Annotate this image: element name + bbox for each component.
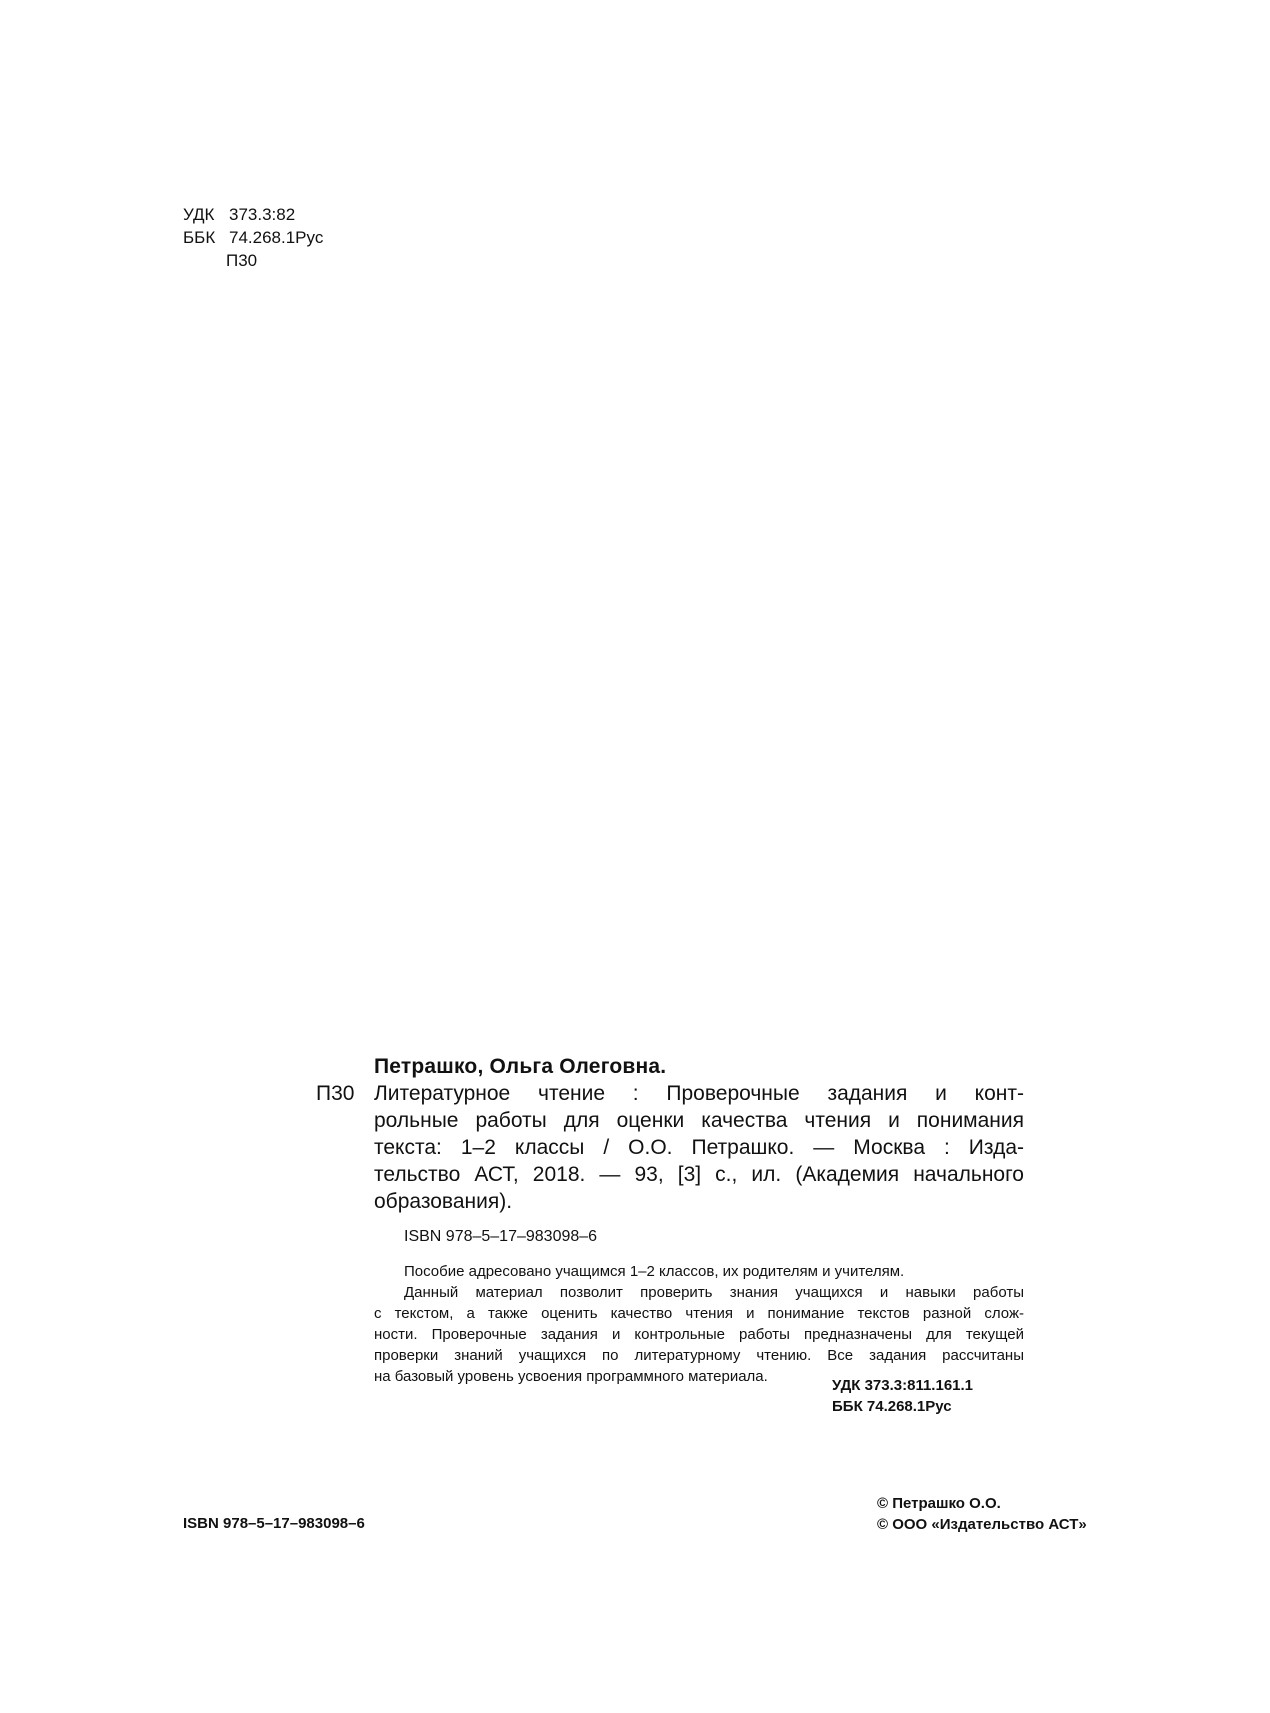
bbk-line	[183, 226, 323, 249]
title-description	[374, 1080, 1024, 1215]
annotation-line: Данный материал позволит проверить знания учащихся и навыки работы	[404, 1284, 1024, 1301]
cutter-code: П30	[316, 1082, 355, 1105]
udk-bottom: УДК 373.3:811.161.1	[832, 1377, 974, 1394]
bibliographic-record	[316, 1053, 1024, 1387]
copyright-publisher: © ООО «Издательство АСТ»	[877, 1516, 1087, 1533]
top-classification-block	[183, 203, 323, 272]
copyright-block	[877, 1493, 1087, 1535]
cutter-code-top: П30	[226, 251, 258, 270]
description-line: образования).	[374, 1190, 513, 1213]
annotation-line: Пособие адресовано учащимся 1–2 классов, их родителям и учителям.	[404, 1263, 905, 1280]
udk-line	[183, 203, 323, 226]
annotation-line: ности. Проверочные задания и контрольные работы предназначены для текущей	[374, 1326, 1024, 1343]
copyright-author: © Петрашко О.О.	[877, 1495, 1001, 1512]
udk-label: УДК	[183, 205, 215, 224]
bottom-classification-block	[832, 1375, 973, 1417]
annotation-line: с текстом, а также оценить качество чтения и понимание текстов разной слож-	[374, 1305, 1024, 1322]
annotation	[374, 1261, 1024, 1387]
annotation-line: проверки знаний учащихся по литературному чтению. Все задания рассчитаны	[374, 1347, 1024, 1364]
bbk-value: 74.268.1Рус	[229, 228, 324, 247]
annotation-line: на базовый уровень усвоения программного материала.	[374, 1368, 768, 1385]
bbk-bottom: ББК 74.268.1Рус	[832, 1398, 952, 1415]
isbn-record: ISBN 978–5–17–983098–6	[404, 1228, 598, 1245]
author-heading: Петрашко, Ольга Олеговна.	[374, 1055, 667, 1078]
udk-value: 373.3:82	[229, 205, 296, 224]
description-line: Литературное чтение : Проверочные задания и конт-	[374, 1082, 1024, 1105]
description-line: тельство АСТ, 2018. — 93, [3] с., ил. (Академия начального	[374, 1163, 1024, 1186]
description-line: рольные работы для оценки качества чтения и понимания	[374, 1109, 1024, 1132]
footer-isbn: ISBN 978–5–17–983098–6	[183, 1515, 365, 1532]
description-wrapper	[316, 1080, 1024, 1215]
description-line: текста: 1–2 классы / О.О. Петрашко. — Москва : Изда-	[374, 1136, 1024, 1159]
bbk-label: ББК	[183, 228, 216, 247]
